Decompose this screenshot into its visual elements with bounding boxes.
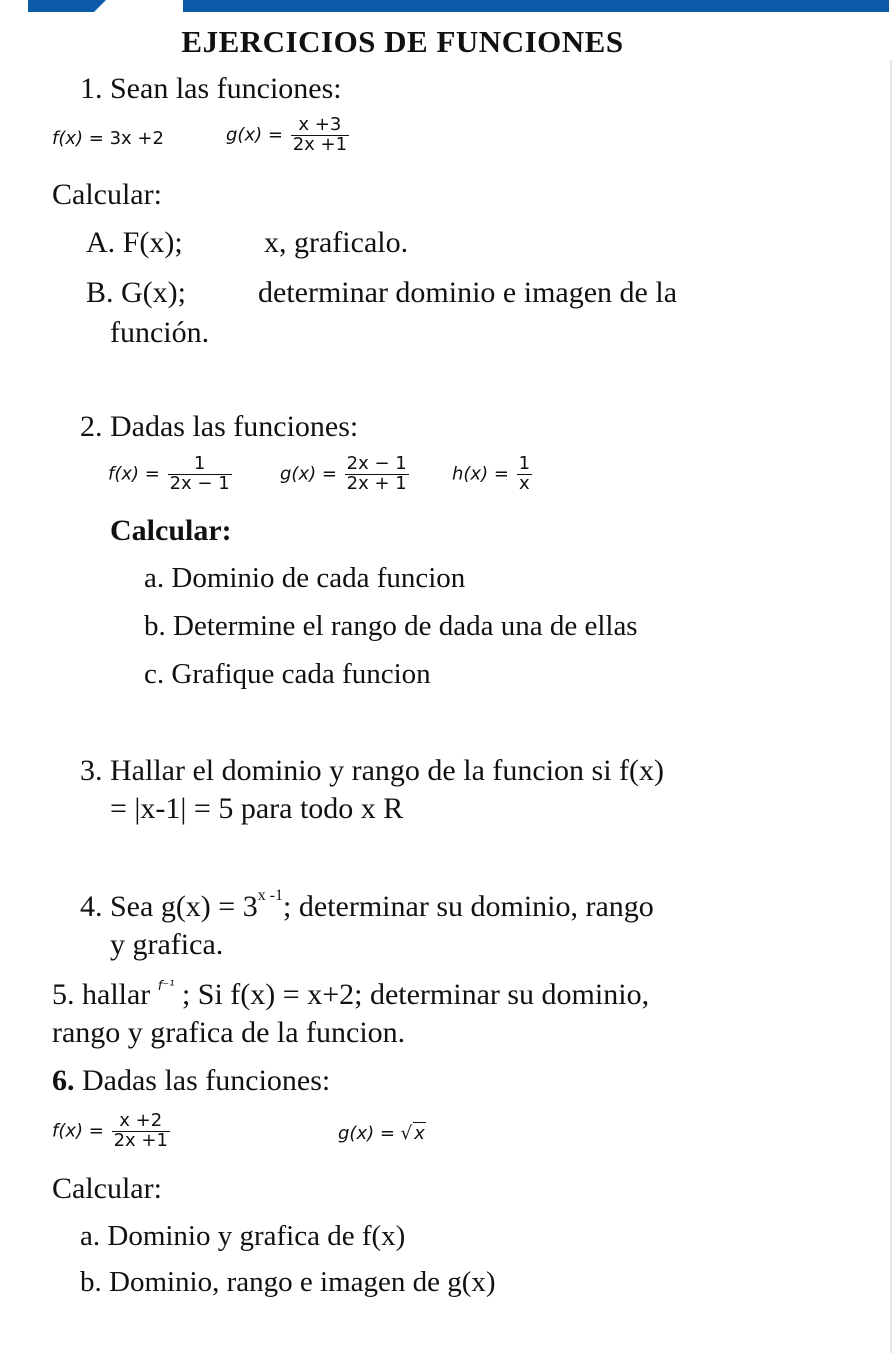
ex2-h-lhs: h(x) = (452, 463, 509, 485)
ex1-item-b-text: determinar dominio e imagen de la (258, 276, 678, 309)
ex2-h-fraction (517, 455, 532, 494)
ex6-item-b: b. Dominio, rango e imagen de g(x) (80, 1266, 496, 1298)
ex2-g-formula (280, 455, 411, 494)
ex1-f-lhs: f(x) (52, 128, 84, 149)
ex1-calcular: Calcular: (52, 178, 162, 211)
ex6-g-radicand: x (414, 1123, 425, 1144)
ex6-f-numerator: x +2 (119, 1110, 163, 1131)
ex5-line2: rango y grafica de la funcion. (52, 1016, 406, 1049)
ex2-h-denominator: x (519, 472, 530, 494)
ex6-g-lhs: g(x) = (338, 1123, 395, 1144)
ex1-f-formula (52, 128, 164, 149)
ex2-f-denominator: 2x − 1 (169, 472, 230, 494)
ex2-heading: 2. Dadas las funciones: (80, 410, 359, 443)
ex1-item-b-cont: función. (110, 316, 210, 349)
ex2-g-numerator: 2x − 1 (346, 453, 407, 474)
header-accent-bar-right (183, 0, 889, 12)
ex2-item-b: b. Determine el rango de dada una de ellas (144, 610, 638, 642)
ex4-pre: 4. Sea g(x) = 3 (80, 890, 258, 923)
ex5-inverse: f⁻¹ (157, 979, 175, 994)
ex2-g-denominator: 2x + 1 (346, 472, 407, 494)
ex1-g-formula (226, 116, 351, 155)
ex1-item-b-label: B. G(x); (86, 276, 186, 309)
ex2-g-fraction (345, 455, 409, 494)
ex6-f-lhs: f(x) = (52, 1120, 104, 1142)
ex6-f-fraction (112, 1112, 170, 1151)
ex2-item-c: c. Grafique cada funcion (144, 658, 431, 690)
ex5-post: ; Si f(x) = x+2; determinar su dominio, (181, 978, 650, 1011)
page-title: EJERCICIOS DE FUNCIONES (181, 24, 624, 59)
ex6-item-a: a. Dominio y grafica de f(x) (80, 1220, 406, 1252)
ex2-f-lhs: f(x) = (108, 463, 160, 485)
ex1-item-a-text: x, graficalo. (264, 226, 409, 259)
ex2-calcular: Calcular: (110, 514, 232, 547)
ex6-f-denominator: 2x +1 (113, 1129, 168, 1151)
ex2-f-fraction (168, 455, 232, 494)
ex6-heading (52, 1064, 330, 1098)
ex5-pre: 5. hallar (52, 978, 151, 1011)
ex4-exponent: x -1 (257, 887, 284, 904)
header-accent-notch (94, 0, 106, 12)
ex4-post: ; determinar su dominio, rango (283, 890, 654, 923)
ex6-number: 6. (52, 1064, 75, 1097)
ex5-line1 (52, 978, 649, 1012)
ex2-f-numerator: 1 (193, 453, 206, 474)
sqrt-icon: √ (400, 1123, 413, 1144)
ex1-g-numerator: x +3 (298, 114, 342, 135)
ex6-g-formula (338, 1122, 426, 1144)
ex1-g-eq: = (267, 124, 283, 146)
ex1-g-lhs: g(x) (226, 124, 263, 146)
ex4-line2: y grafica. (110, 928, 224, 961)
ex2-item-a: a. Dominio de cada funcion (144, 562, 466, 594)
ex1-f-rhs: = 3x +2 (88, 128, 164, 149)
ex4-line1 (80, 887, 654, 924)
ex6-f-formula (52, 1112, 172, 1151)
ex2-h-formula (452, 455, 534, 494)
ex2-h-numerator: 1 (518, 453, 531, 474)
ex2-g-lhs: g(x) = (280, 463, 337, 485)
ex6-heading-text: Dadas las funciones: (82, 1064, 331, 1097)
ex1-item-a-label: A. F(x); (86, 226, 183, 259)
ex1-g-denominator: 2x +1 (292, 133, 348, 155)
ex1-g-fraction (291, 116, 349, 155)
ex3-line2: = |x-1| = 5 para todo x R (110, 792, 404, 825)
ex3-line1: 3. Hallar el dominio y rango de la funcion si f(x) (80, 754, 665, 787)
header-accent-bar-left (28, 0, 94, 12)
ex1-heading: 1. Sean las funciones: (80, 72, 342, 105)
ex2-f-formula (108, 455, 234, 494)
ex6-calcular: Calcular: (52, 1172, 162, 1205)
